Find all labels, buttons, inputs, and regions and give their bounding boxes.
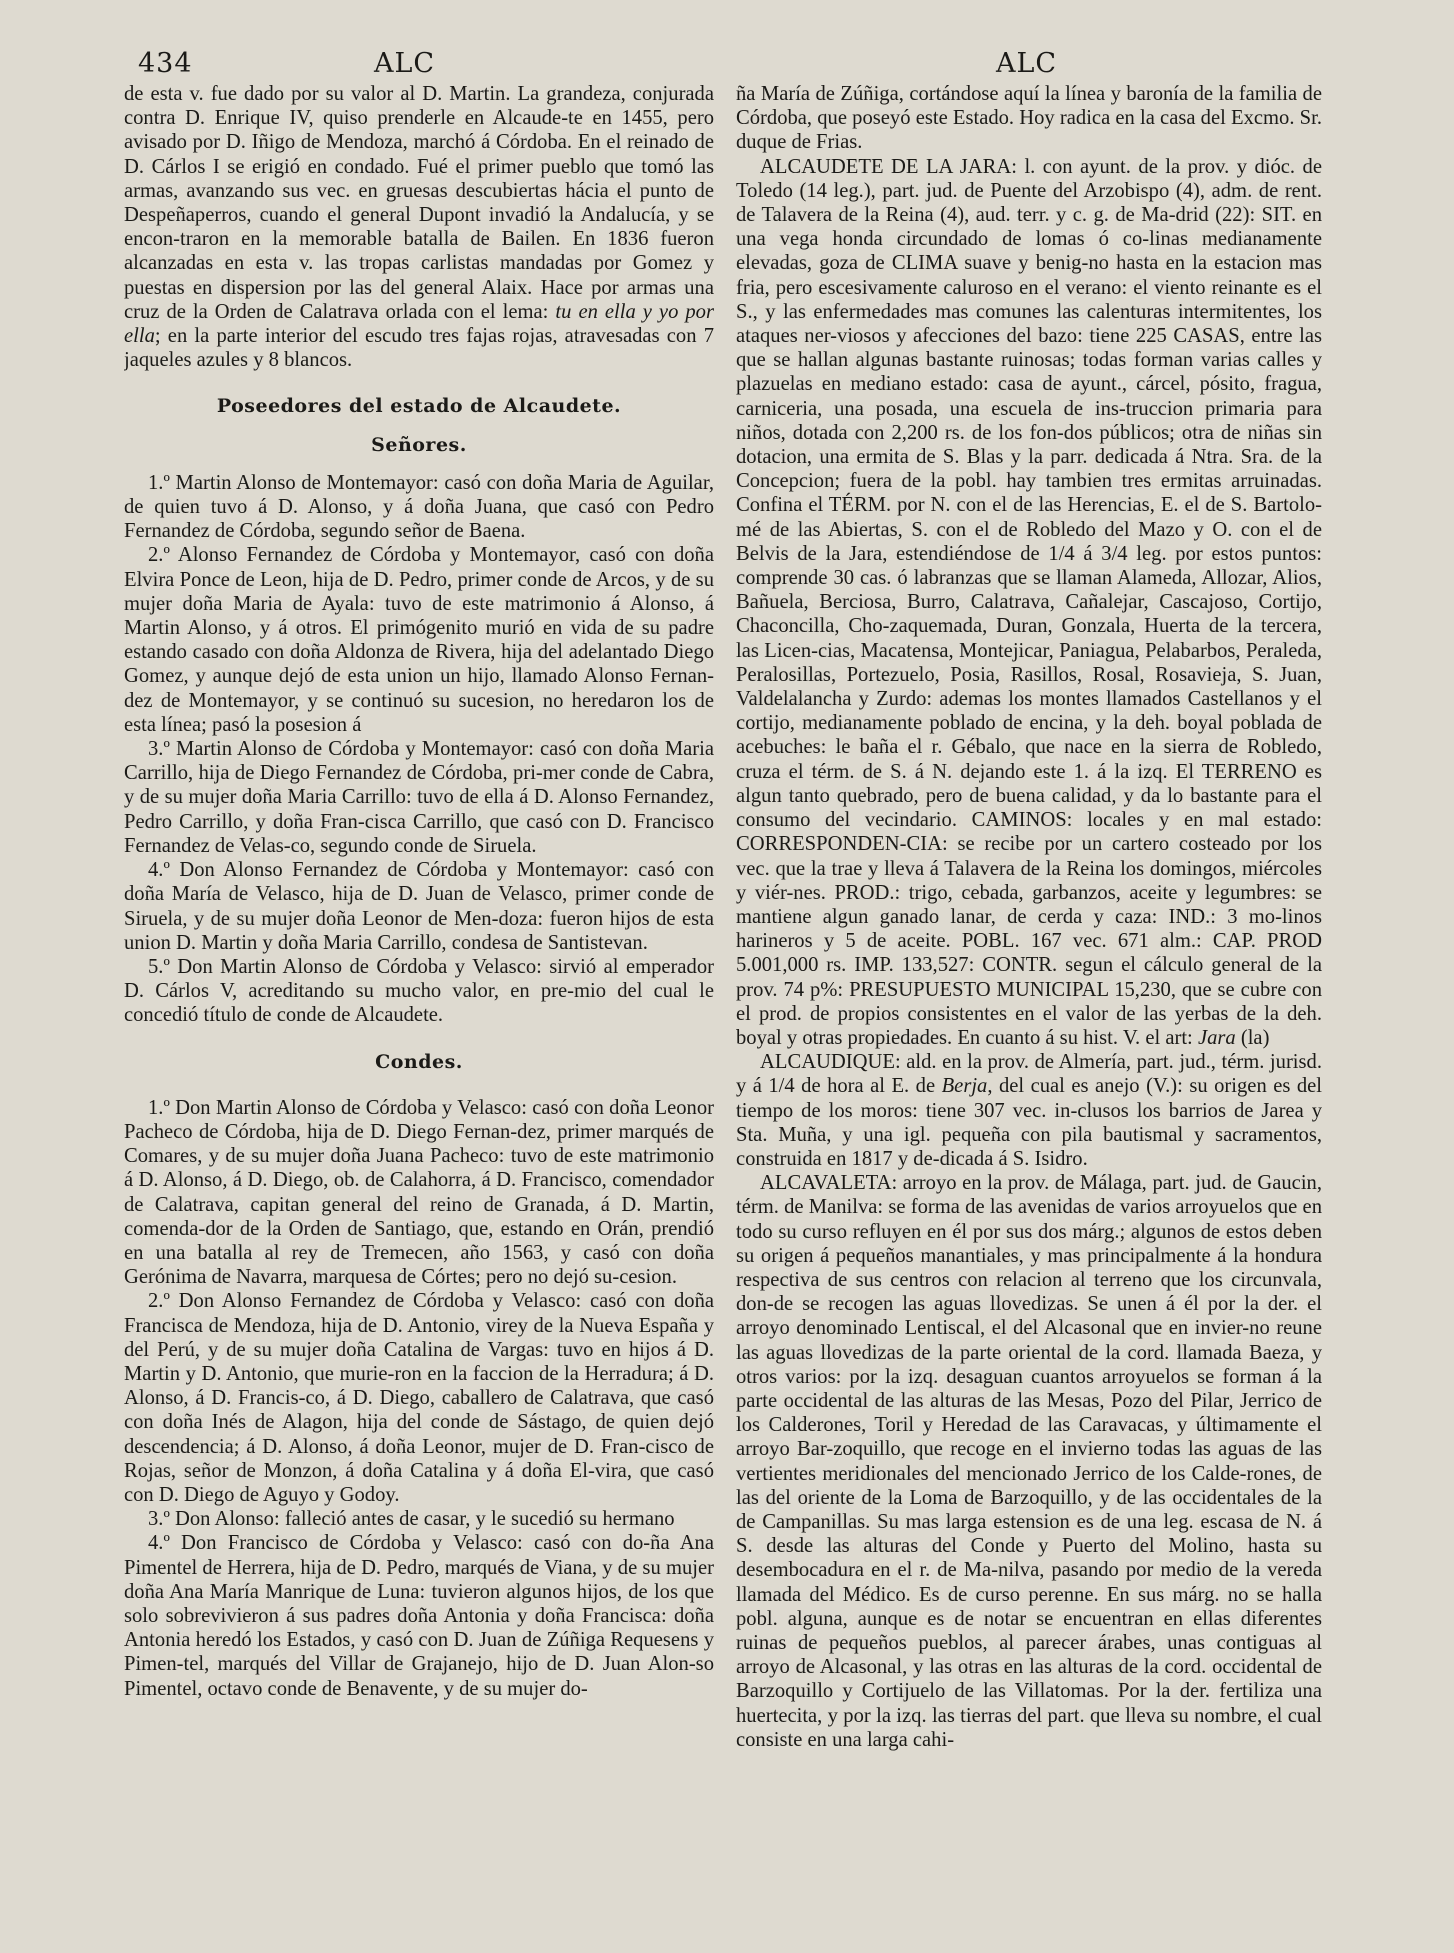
jara-ref: Jara: [1197, 1026, 1236, 1049]
heading-senores: Señores.: [371, 433, 467, 456]
senor-5: 5.º Don Martin Alonso de Córdoba y Velasco: sirvió al emperador D. Cárlos V, acreditando su mucho valor, en pre-mio del cual le concedió título de conde de Alcaudete.: [124, 955, 714, 1027]
alcaudique-end: , del cual es anejo (V.): su origen es del tiempo de los moros: tiene 307 vec. in-clusos los barrios de Jarea y Sta. Muña, y una igl. pequeña con pila bautismal y sacramentos, construida en 1817 y de-dicada á S. Isidro.: [736, 1075, 1322, 1170]
alcaudique-text: ALCAUDIQUE: ald. en la prov. de Almería, part. jud., térm. jurisd. y á 1/4 de hora al E. de: [736, 1051, 1322, 1098]
entry-alcaudete-de-la-jara: [736, 155, 1322, 1051]
entry-alcaudique: [736, 1050, 1322, 1171]
senor-1: 1.º Martin Alonso de Montemayor: casó con doña Maria de Aguilar, de quien tuvo á D. Alonso, y á doña Juana, que casó con Pedro Fernandez de Córdoba, segundo señor de Baena.: [124, 471, 714, 543]
entry-continuation: ña María de Zúñiga, cortándose aquí la línea y baronía de la familia de Córdoba, que poseyó este Estado. Hoy radica en la casa del Excmo. Sr. duque de Frias.: [736, 83, 1322, 154]
conde-4: 4.º Don Francisco de Córdoba y Velasco: casó con do-ña Ana Pimentel de Herrera, hija de D. Pedro, marqués de Viana, y de su mujer doña Ana María Manrique de Luna: tuvieron algunos hijos, de los que solo sobrevivieron á sus padres doña Antonia y doña Francisca: doña Antonia heredó los Estados, y casó con D. Juan de Zúñiga Requesens y Pimen-tel, marqués del Villar de Grajanejo, hijo de D. Juan Alon-so Pimentel, octavo conde de Benavente, y de su mujer do-: [124, 1532, 714, 1700]
jara-text: ALCAUDETE DE LA JARA: l. con ayunt. de la prov. y dióc. de Toledo (14 leg.), part. jud. de Puente del Arzobispo (4), adm. de rent. de Talavera de la Reina (4), aud. terr. y c. g. de Ma-drid (22): SIT. en una vega honda circundado de lomas ó co-linas medianamente elevadas, goza de CLIMA suave y benig-no hasta en la estacion mas fria, pero escesivamente caluroso en el verano: el viento reinante es el S., y las enfermedades mas comunes las calenturas intermitentes, los ataques ner-viosos y afecciones del bazo: tiene 225 CASAS, entre las que se hallan algunas bastante ruinosas; todas forman varias calles y plazuelas en mediano estado: casa de ayunt., cárcel, pósito, fragua, carniceria, una posada, una escuela de ins-truccion primaria para niños, dotada con 2,200 rs. de los fon-dos públicos; otra de niñas sin dotacion, una ermita de S. Blas y la parr. dedicada á Ntra. Sra. de la Concepcion; fuera de la pobl. hay tambien tres ermitas arruinadas. Confina el TÉRM. por N. con el de las Herencias, E. el de S. Bartolo-mé de las Abiertas, S. con el de Robledo del Mazo y O. con el de Belvis de la Jara, estendiéndose de 1/4 á 3/4 leg. por estos puntos: comprende 30 cas. ó labranzas que se llaman Alameda, Allozar, Alios, Bañuela, Berciosa, Burro, Calatrava, Cañalejar, Cascajoso, Cortijo, Chaconcilla, Cho-zaquemada, Duran, Gonzala, Huerta de la tercera, las Licen-cias, Macatensa, Montejicar, Paniagua, Pelabarbos, Peraleda, Peralosillas, Portezuelo, Posia, Rasillos, Rosal, Rosavieja, S. Juan, Valdelalancha y Zurdo: ademas los montes llamados Castellanos y el cortijo, medianamente poblado de encina, y la deh. boyal poblada de acebuches: le baña el r. Gébalo, que nace en la sierra de Robledo, cruza el térm. de S. á N. dejando este 1. á la izq. El TERRENO es algun tanto quebrado, pero de buena calidad, y da lo bastante para el consumo del vecindario. CAMINOS: locales y en mal estado: CORRESPONDEN-CIA: se recibe por un cartero costeado por los vec. que la trae y lleva á Talavera de la Reina los domingos, miércoles y viér-nes. PROD.: trigo, cebada, garbanzos, aceite y legumbres: se mantiene algun ganado lanar, de cerda y caza: IND.: 3 mo-linos harineros y 5 de aceite. POBL. 167 vec. 671 alm.: CAP. PROD 5.001,000 rs. IMP. 133,527: CONTR. segun el cálculo general de la prov. 74 p%: PRESUPUESTO MUNICIPAL 15,230, que se cubre con el prod. de propios consistentes en el valor de las yerbas de la deh. boyal y otras propiedades. En cuanto á su hist. V. el art:: [736, 155, 1322, 1049]
intro-paragraph: [124, 82, 714, 372]
conde-3: 3.º Don Alonso: falleció antes de casar, y le sucedió su hermano: [148, 1508, 675, 1531]
conde-2: 2.º Don Alonso Fernandez de Córdoba y Velasco: casó con doña Francisca de Mendoza, hija de D. Antonio, virey de la Nueva España y del Perú, y de su mujer doña Catalina de Vargas: tuvo en hijos á D. Martin y D. Antonio, que murie-ron en la faccion de la Herradura; á D. Alonso, á D. Francis-co, á D. Diego, caballero de Calatrava, que casó con doña Inés de Alagon, hija del conde de Sástago, de quien dejó descendencia; á D. Alonso, á doña Leonor, mujer de D. Fran-cisco de Rojas, señor de Monzon, á doña Catalina y á doña El-vira, que casó con D. Diego de Aguyo y Godoy.: [124, 1290, 714, 1506]
motto: tu en ella y yo por ella: [124, 300, 714, 348]
jara-end: (la): [1235, 1026, 1270, 1049]
berja-ref: Berja: [941, 1075, 988, 1098]
left-running-header: ALC: [374, 48, 436, 79]
intro-text: de esta v. fue dado por su valor al D. Martin. La grandeza, conjurada contra D. Enrique IV, quiso prenderle en Alcaude-te en 1455, pero avisado por D. Iñigo de Mendoza, marchó á Córdoba. En el reinado de D. Cárlos I se erigió en condado. Fué el primer pueblo que tomó las armas, avanzando sus vec. en gruesas descubiertas hácia el punto de Despeñaperros, cuando el general Dupont invadió la Andalucía, y se encon-traron en la memorable batalla de Bailen. En 1836 fueron alcanzadas en esta v. las tropas carlistas mandadas por Gomez y puestas en dispersion por las del general Alaix. Hace por armas una cruz de la Orden de Calatrava orlada con el lema:: [124, 83, 714, 323]
senor-4: 4.º Don Alonso Fernandez de Córdoba y Montemayor: casó con doña María de Velasco, hija de D. Juan de Velasco, primer conde de Siruela, y de su mujer doña Leonor de Men-doza: fueron hijos de esta union D. Martin y doña Maria Carrillo, condesa de Santistevan.: [124, 859, 714, 954]
right-column: [736, 82, 1322, 1913]
running-head: [124, 48, 1336, 82]
left-column: [124, 82, 714, 1913]
page-number: 434: [138, 48, 193, 79]
entry-alcavaleta: ALCAVALETA: arroyo en la prov. de Málaga, part. jud. de Gaucin, térm. de Manilva: se forma de las avenidas de varios arroyuelos que en todo su curso refluyen en él por sus dos márg.; algunos de estos deben su origen á pequeños manantiales, y mas principalmente á la hondura respectiva de sus centros con relacion al terreno que los circunvala, don-de se recogen las aguas llovedizas. Se unen á él por la der. el arroyo denominado Lentiscal, el del Alcasonal que en invier-no reune las aguas llovedizas de la parte oriental de la cord. llamada Baeza, y otros varios: por la izq. desaguan cuantos arroyuelos se forman á la parte occidental de las alturas de las Mesas, Pozo del Pilar, Jerrico de los Calderones, Toril y Heredad de las Caravacas, y últimamente el arroyo Bar-zoquillo, que recoge en el invierno todas las aguas de las vertientes meridionales del mencionado Jerrico de los Calde-rones, de las del oriente de la Loma de Barzoquillo, y de las occidentales de la de Campanillas. Su mas larga estension es de una leg. escasa de N. á S. desde las alturas del Conde y Puerto del Molino, hasta su desembocadura en el r. de Ma-nilva, pasando por medio de la vereda llamada del Médico. Es de curso perenne. En sus márg. no se halla pobl. alguna, aunque es de notar se encuentran en ellas diferentes ruinas de pequeños pueblos, al parecer árabes, unas contiguas al arroyo de Alcasonal, y las otras en las alturas de la cord. occidental de Barzoquillo y Cortijuelo de las Villatomas. Por la der. fertiliza una huertecita, y por la izq. las tierras del part. que lleva su nombre, el cual consiste en una larga cahi-: [736, 1172, 1322, 1751]
right-running-header: ALC: [996, 48, 1058, 79]
senor-3: 3.º Martin Alonso de Córdoba y Montemayor: casó con doña Maria Carrillo, hija de Diego Fernandez de Córdoba, pri-mer conde de Cabra, y de su mujer doña Maria Carrillo: tuvo de ella á D. Alonso Fernandez, Pedro Carrillo, y doña Fran-cisca Carrillo, que casó con D. Francisco Fernandez de Velas-co, segundo conde de Siruela.: [124, 738, 714, 857]
heading-condes: Condes.: [375, 1050, 463, 1073]
conde-1: 1.º Don Martin Alonso de Córdoba y Velasco: casó con doña Leonor Pacheco de Córdoba, hija de D. Diego Fernan-dez, primer marqués de Comares, y de su mujer doña Juana Pacheco: tuvo de este matrimonio á D. Alonso, á D. Diego, ob. de Calahorra, á D. Francisco, comendador de Calatrava, capitan general del reino de Granada, á D. Martin, comenda-dor de la Orden de Santiago, que, estando en Orán, prendió en una batalla al rey de Tremecen, año 1563, y casó con doña Gerónima de Navarra, marquesa de Córtes; pero no dejó su-cesion.: [124, 1096, 714, 1289]
intro-end: ; en la parte interior del escudo tres fajas rojas, atravesadas con 7 jaqueles azules y 8 blancos.: [124, 325, 714, 372]
heading-poseedores: Poseedores del estado de Alcaudete.: [216, 395, 622, 418]
senor-2: 2.º Alonso Fernandez de Córdoba y Montemayor, casó con doña Elvira Ponce de Leon, hija de D. Pedro, primer conde de Arcos, y de su mujer doña Maria de Ayala: tuvo de este matrimonio á Alonso, á Martin Alonso, y á otros. El primógenito murió en vida de su padre estando casado con doña Aldonza de Rivera, hija del adelantado Diego Gomez, y aunque dejó de esta union un hijo, llamado Alonso Fernan-dez de Montemayor, y se continuó su sucesion, no heredaron los de esta línea; pasó la posesion á: [124, 544, 714, 736]
